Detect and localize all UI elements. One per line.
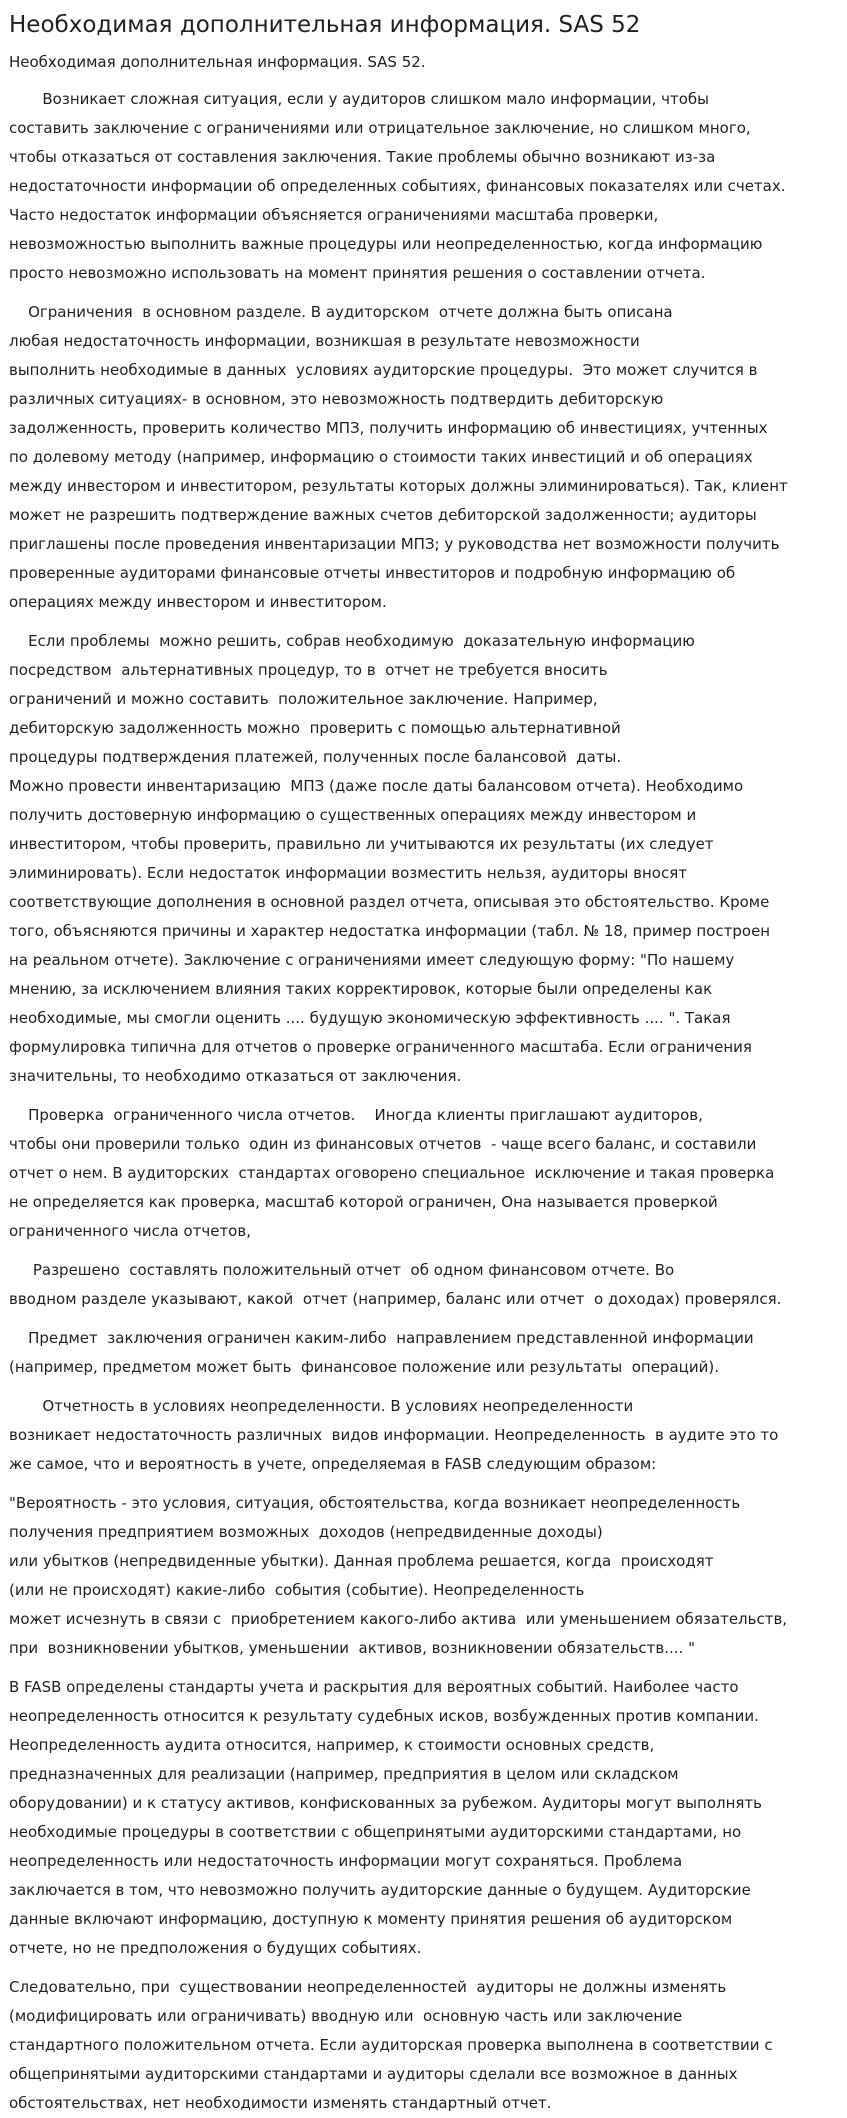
paragraph-line: Разрешено составлять положительный отчет об одном финансовом отчете. Во [9, 1261, 675, 1279]
paragraph-line: (модифицировать или ограничивать) вводную или основную часть или заключение [9, 2007, 683, 2025]
paragraph [9, 1973, 838, 2118]
paragraph-line: операциях между инвестором и инвеститором. [9, 593, 387, 611]
paragraph-line: или убытков (непредвиденные убытки). Данная проблема решается, когда происходят [9, 1552, 714, 1570]
paragraph-line: чтобы отказаться от составления заключения. Такие проблемы обычно возникают из-за [9, 148, 716, 166]
paragraph [9, 85, 838, 288]
paragraph-line: отчет о нем. В аудиторских стандартах оговорено специальное исключение и такая проверка [9, 1164, 775, 1182]
paragraph-line: соответствующие дополнения в основной раздел отчета, описывая это обстоятельство. Кроме [9, 893, 770, 911]
paragraph-line: Проверка ограниченного числа отчетов. Иногда клиенты приглашают аудиторов, [9, 1106, 703, 1124]
paragraph-line: Отчетность в условиях неопределенности. В условиях неопределенности [9, 1397, 634, 1415]
paragraph-line: получения предприятием возможных доходов (непредвиденные доходы) [9, 1523, 603, 1541]
paragraph-line: Часто недостаток информации объясняется ограничениями масштаба проверки, [9, 206, 659, 224]
paragraph-line: (например, предметом может быть финансовое положение или результаты операций). [9, 1358, 719, 1376]
paragraph-line: стандартного положительном отчета. Если аудиторская проверка выполнена в соответствии с [9, 2036, 773, 2054]
paragraph-line: вводном разделе указывают, какой отчет (например, баланс или отчет о доходах) проверялся. [9, 1290, 782, 1308]
paragraph-line: необходимые, мы смогли оценить .... будущую экономическую эффективность .... ". Такая [9, 1009, 731, 1027]
paragraph-line: формулировка типична для отчетов о проверке ограниченного масштаба. Если ограничения [9, 1038, 752, 1056]
paragraph [9, 1101, 838, 1246]
paragraph-line: процедуры подтверждения платежей, полученных после балансовой даты. [9, 748, 622, 766]
paragraph-line: элиминировать). Если недостаток информации возместить нельзя, аудиторы вносят [9, 864, 687, 882]
paragraph-line: различных ситуациях- в основном, это невозможность подтвердить дебиторскую [9, 390, 664, 408]
paragraph-line: Предмет заключения ограничен каким-либо направлением представленной информации [9, 1329, 754, 1347]
paragraph-line: дебиторскую задолженность можно проверить с помощью альтернативной [9, 719, 621, 737]
paragraph-line: Следовательно, при существовании неопределенностей аудиторы не должны изменять [9, 1978, 727, 1996]
paragraph-line: при возникновении убытков, уменьшении активов, возникновении обязательств.... " [9, 1639, 695, 1657]
paragraph-line: же самое, что и вероятность в учете, определяемая в FASB следующим образом: [9, 1455, 657, 1473]
paragraph-line: данные включают информацию, доступную к моменту принятия решения об аудиторском [9, 1910, 733, 1928]
document-body [9, 85, 838, 2118]
paragraph-line: "Вероятность - это условия, ситуация, обстоятельства, когда возникает неопределенность [9, 1494, 741, 1512]
paragraph-line: оборудовании) и к статусу активов, конфискованных за рубежом. Аудиторы могут выполнять [9, 1794, 762, 1812]
paragraph-line: общепринятыми аудиторскими стандартами и аудиторы сделали все возможное в данных [9, 2065, 738, 2083]
paragraph [9, 627, 838, 1091]
paragraph-line: Неопределенность аудита относится, например, к стоимости основных средств, [9, 1736, 655, 1754]
paragraph-line: получить достоверную информацию о существенных операциях между инвестором и [9, 806, 697, 824]
paragraph-line: не определяется как проверка, масштаб которой ограничен, Она называется проверкой [9, 1193, 718, 1211]
paragraph-line: чтобы они проверили только один из финансовых отчетов - чаще всего баланс, и составили [9, 1135, 757, 1153]
paragraph [9, 1489, 838, 1663]
paragraph-line: мнению, за исключением влияния таких корректировок, которые были определены как [9, 980, 713, 998]
paragraph-line: неопределенность относится к результату судебных исков, возбужденных против компании. [9, 1707, 759, 1725]
paragraph-line: недостаточности информации об определенных событиях, финансовых показателях или счетах. [9, 177, 786, 195]
paragraph-line: может не разрешить подтверждение важных счетов дебиторской задолженности; аудиторы [9, 506, 757, 524]
paragraph [9, 298, 838, 617]
paragraph-line: составить заключение с ограничениями или отрицательное заключение, но слишком много, [9, 119, 751, 137]
paragraph-line: ограниченного числа отчетов, [9, 1222, 251, 1240]
paragraph-line: по долевому методу (например, информацию о стоимости таких инвестиций и об операциях [9, 448, 753, 466]
paragraph-line: инвеститором, чтобы проверить, правильно ли учитываются их результаты (их следует [9, 835, 714, 853]
paragraph-line: ограничений и можно составить положительное заключение. Например, [9, 690, 598, 708]
paragraph-line: на реальном отчете). Заключение с ограничениями имеет следующую форму: "По нашему [9, 951, 735, 969]
paragraph-line: Если проблемы можно решить, собрав необходимую доказательную информацию [9, 632, 695, 650]
paragraph-line: возникает недостаточность различных видов информации. Неопределенность в аудите это то [9, 1426, 779, 1444]
paragraph-line: того, объясняются причины и характер недостатка информации (табл. № 18, пример построен [9, 922, 771, 940]
paragraph [9, 1256, 838, 1314]
paragraph-line: между инвестором и инвеститором, результаты которых должны элиминироваться). Так, клиент [9, 477, 788, 495]
paragraph-line: Ограничения в основном разделе. В аудиторском отчете должна быть описана [9, 303, 673, 321]
paragraph-line: Можно провести инвентаризацию МПЗ (даже после даты балансовом отчета). Необходимо [9, 777, 744, 795]
paragraph-line: предназначенных для реализации (например, предприятия в целом или складском [9, 1765, 679, 1783]
paragraph-line: выполнить необходимые в данных условиях аудиторские процедуры. Это может случится в [9, 361, 758, 379]
page-subtitle: Необходимая дополнительная информация. SAS 52. [9, 53, 426, 71]
paragraph-line: проверенные аудиторами финансовые отчеты инвеститоров и подробную информацию об [9, 564, 736, 582]
paragraph-line: необходимые процедуры в соответствии с общепринятыми аудиторскими стандартами, но [9, 1823, 742, 1841]
paragraph-line: заключается в том, что невозможно получить аудиторские данные о будущем. Аудиторские [9, 1881, 751, 1899]
paragraph [9, 1673, 838, 1963]
paragraph [9, 1392, 838, 1479]
paragraph-line: неопределенность или недостаточность информации могут сохраняться. Проблема [9, 1852, 683, 1870]
paragraph-line: просто невозможно использовать на момент принятия решения о составлении отчета. [9, 264, 706, 282]
page-title: Необходимая дополнительная информация. SAS 52 [9, 12, 641, 38]
paragraph-line: обстоятельствах, нет необходимости изменять стандартный отчет. [9, 2094, 552, 2112]
paragraph-line: задолженность, проверить количество МПЗ, получить информацию об инвестициях, учтенных [9, 419, 768, 437]
paragraph-line: может исчезнуть в связи с приобретением какого-либо актива или уменьшением обязательств, [9, 1610, 788, 1628]
paragraph-line: посредством альтернативных процедур, то в отчет не требуется вносить [9, 661, 608, 679]
paragraph [9, 1324, 838, 1382]
paragraph-line: невозможностью выполнить важные процедуры или неопределенностью, когда информацию [9, 235, 763, 253]
paragraph-line: значительны, то необходимо отказаться от заключения. [9, 1067, 462, 1085]
paragraph-line: Возникает сложная ситуация, если у аудиторов слишком мало информации, чтобы [9, 90, 710, 108]
paragraph-line: любая недостаточность информации, возникшая в результате невозможности [9, 332, 640, 350]
paragraph-line: приглашены после проведения инвентаризации МПЗ; у руководства нет возможности получить [9, 535, 780, 553]
paragraph-line: отчете, но не предположения о будущих событиях. [9, 1939, 422, 1957]
paragraph-line: (или не происходят) какие-либо события (событие). Неопределенность [9, 1581, 585, 1599]
paragraph-line: В FASB определены стандарты учета и раскрытия для вероятных событий. Наиболее часто [9, 1678, 739, 1696]
